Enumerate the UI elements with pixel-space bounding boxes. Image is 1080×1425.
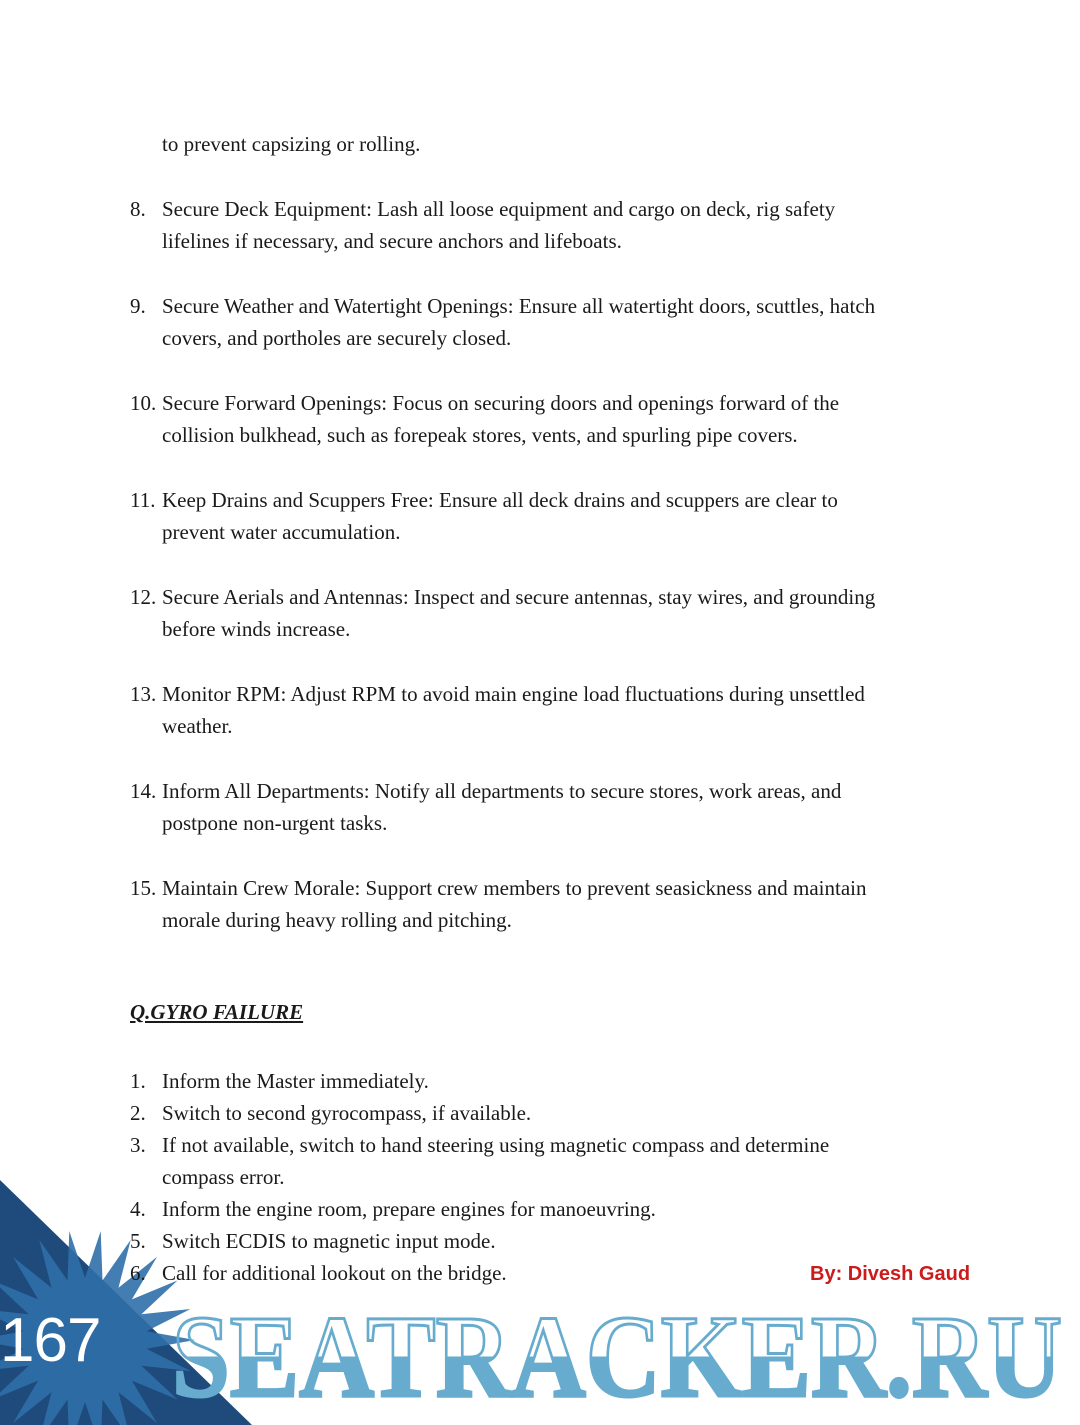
list-item-text: Secure Weather and Watertight Openings: Ensure all watertight doors, scuttles, hatch	[162, 294, 876, 318]
list-item-text: Inform All Departments: Notify all departments to secure stores, work areas, and	[162, 779, 842, 803]
list-item-number: 1.	[130, 1069, 146, 1093]
list-item-text: Keep Drains and Scuppers Free: Ensure all deck drains and scuppers are clear to	[162, 488, 838, 512]
list-item-text: Inform the engine room, prepare engines for manoeuvring.	[162, 1197, 656, 1221]
list-item-text: Call for additional lookout on the bridge.	[162, 1261, 507, 1285]
list-item-text: If not available, switch to hand steering using magnetic compass and determine	[162, 1133, 830, 1157]
list-item-number: 8.	[130, 197, 146, 221]
list-item-text: Switch ECDIS to magnetic input mode.	[162, 1229, 496, 1253]
list-item-text: collision bulkhead, such as forepeak stores, vents, and spurling pipe covers.	[162, 423, 798, 447]
list-item-number: 5.	[130, 1229, 146, 1253]
list-item-text: prevent water accumulation.	[162, 520, 401, 544]
list-item-number: 15.	[130, 876, 157, 900]
list-item-text: lifelines if necessary, and secure anchors and lifeboats.	[162, 229, 622, 253]
list-item-number: 10.	[130, 391, 157, 415]
list-item-number: 13.	[130, 682, 157, 706]
list-item-text: Switch to second gyrocompass, if available.	[162, 1101, 532, 1125]
watermark-logo: SEATRACKER.RU	[172, 1291, 1062, 1422]
list-item-text: Secure Deck Equipment: Lash all loose equipment and cargo on deck, rig safety	[162, 197, 836, 221]
list-item-number: 2.	[130, 1101, 146, 1125]
list-item-text: Secure Aerials and Antennas: Inspect and secure antennas, stay wires, and grounding	[162, 585, 876, 609]
section-heading: Q.GYRO FAILURE	[130, 1000, 304, 1024]
list-item-number: 4.	[130, 1197, 146, 1221]
list-item-number: 11.	[130, 488, 156, 512]
list-item-number: 12.	[130, 585, 157, 609]
list-item-text: Secure Forward Openings: Focus on securing doors and openings forward of the	[162, 391, 840, 415]
list-item-number: 3.	[130, 1133, 146, 1157]
list-item-text: postpone non-urgent tasks.	[162, 811, 388, 835]
list-item-text: Monitor RPM: Adjust RPM to avoid main engine load fluctuations during unsettled	[162, 682, 865, 706]
list-item-text: Inform the Master immediately.	[162, 1069, 429, 1093]
list-item-text: weather.	[162, 714, 233, 738]
list-item-number: 6.	[130, 1261, 146, 1285]
list-item-text: morale during heavy rolling and pitching.	[162, 908, 512, 932]
list-item-text: covers, and portholes are securely closed.	[162, 326, 512, 350]
page-number: 167	[0, 1306, 101, 1375]
author-credit: By: Divesh Gaud	[810, 1263, 971, 1285]
list-item-text: Maintain Crew Morale: Support crew members to prevent seasickness and maintain	[162, 876, 867, 900]
list-item-text: before winds increase.	[162, 617, 351, 641]
list-item-text: compass error.	[162, 1165, 285, 1189]
list-item-number: 9.	[130, 294, 146, 318]
continuation-text: to prevent capsizing or rolling.	[162, 132, 421, 156]
list-item-number: 14.	[130, 779, 157, 803]
